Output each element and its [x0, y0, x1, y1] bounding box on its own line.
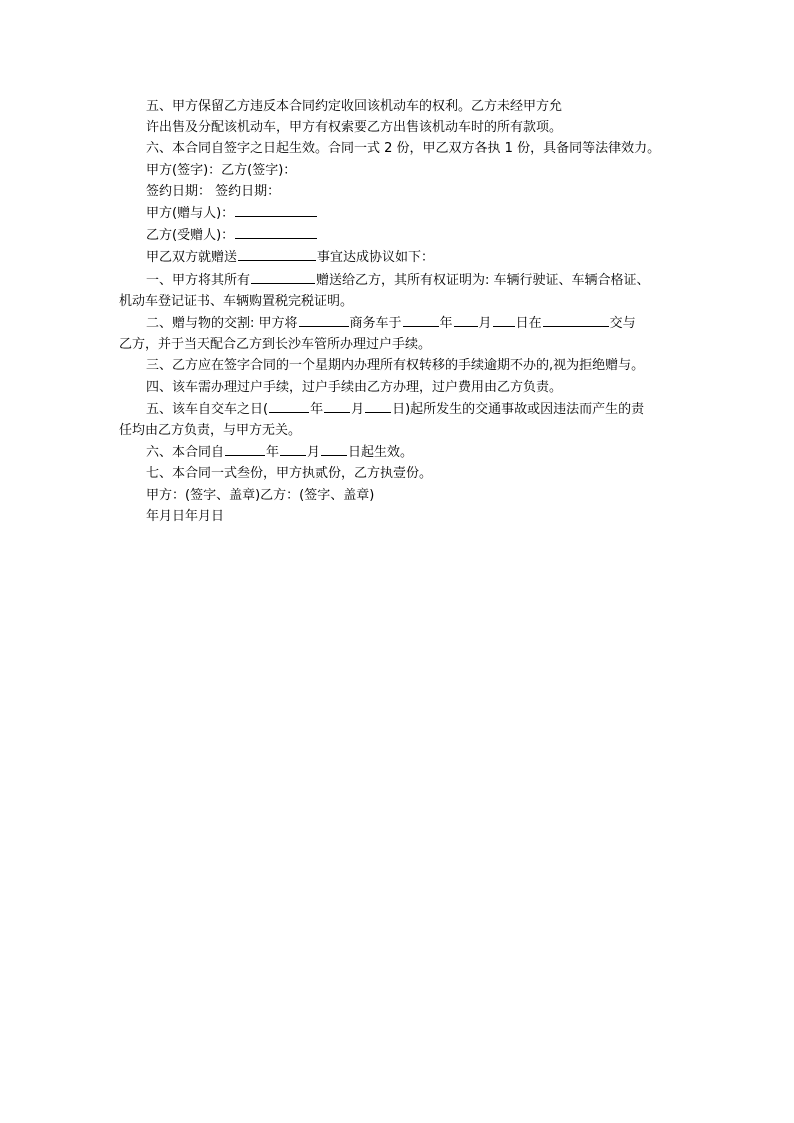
text: 月: [351, 401, 365, 417]
month-blank[interactable]: [454, 312, 478, 327]
text: 甲方：(签字、盖章)乙方：(签字、盖章): [146, 487, 375, 503]
text: 甲方(签字)：乙方(签字)：: [146, 162, 297, 178]
text: 许出售及分配该机动车，甲方有权索要乙方出售该机动车时的所有款项。: [146, 120, 563, 136]
text: 赠送给乙方，其所有权证明为: 车辆行驶证、车辆合格证、: [316, 272, 650, 288]
signature-line: [119, 160, 679, 181]
text: 五、甲方保留乙方违反本合同约定收回该机动车的权利。乙方未经甲方允: [146, 99, 563, 114]
text: 年: [266, 445, 280, 461]
text: 商务车于: [349, 316, 402, 332]
text: 任均由乙方负责，与甲方无关。: [119, 423, 302, 439]
text: 日起生效。: [348, 445, 414, 461]
vehicle-blank[interactable]: [299, 312, 349, 327]
text: 乙方，并于当天配合乙方到长沙车管所办理过户手续。: [119, 337, 432, 353]
clause-4-line: [119, 377, 679, 398]
clause-5-liability-line-2: [119, 420, 679, 441]
handover-day-blank[interactable]: [365, 398, 391, 413]
text: 日在: [515, 316, 542, 332]
text: 五、该车自交车之日(: [146, 401, 269, 417]
text: 二、赠与物的交割: 甲方将: [146, 316, 298, 332]
clause-6-effect-line: [119, 138, 679, 159]
sign-date-line: [119, 181, 679, 202]
handover-year-blank[interactable]: [269, 398, 309, 413]
clause-5-recall-line-2: [119, 117, 679, 138]
handover-month-blank[interactable]: [324, 398, 350, 413]
text: 七、本合同一式叁份，甲方执贰份，乙方执壹份。: [146, 466, 433, 482]
text: 交与: [609, 316, 636, 332]
clause-6-date-line: [119, 441, 679, 463]
document-body: [119, 96, 679, 527]
day-blank[interactable]: [493, 312, 515, 327]
donee-line: [119, 224, 679, 246]
donor-blank[interactable]: [235, 202, 317, 217]
clause-7-line: [119, 463, 679, 484]
final-signature-line: [119, 485, 679, 506]
text: 六、本合同自: [146, 445, 225, 461]
text: 一、甲方将其所有: [146, 272, 251, 288]
clause-2-line-1: [119, 312, 679, 334]
clause-1-line-2: [119, 291, 679, 312]
text: 甲方(赠与人)：: [146, 206, 235, 222]
agreement-intro-line: [119, 246, 679, 268]
effective-day-blank[interactable]: [321, 441, 347, 456]
text: 甲乙双方就赠送: [146, 250, 238, 266]
clause-5-liability-line-1: [119, 398, 679, 420]
text: 六、本合同自签字之日起生效。合同一式 2 份，甲乙双方各执 1 份，具备同等法律效力。: [146, 141, 661, 157]
text: 乙方(受赠人)：: [146, 228, 235, 244]
text: 四、该车需办理过户手续，过户手续由乙方办理，过户费用由乙方负责。: [146, 379, 563, 395]
donee-blank[interactable]: [235, 224, 317, 239]
text: 签约日期： 签约日期：: [146, 183, 281, 199]
effective-month-blank[interactable]: [280, 441, 306, 456]
clause-2-line-2: [119, 334, 679, 355]
owned-item-blank[interactable]: [251, 269, 315, 284]
clause-3-line: [119, 355, 679, 376]
final-date-line: [119, 506, 679, 527]
text: 年: [310, 401, 324, 417]
text: 年: [439, 316, 453, 332]
text: 机动车登记证书、车辆购置税完税证明。: [119, 293, 354, 309]
effective-year-blank[interactable]: [225, 441, 265, 456]
location-blank[interactable]: [543, 312, 609, 327]
text: 三、乙方应在签字合同的一个星期内办理所有权转移的手续逾期不办的,视为拒绝赠与。: [146, 358, 645, 374]
text: 日)起所发生的交通事故或因违法而产生的责: [392, 401, 645, 417]
text: 月: [307, 445, 321, 461]
text: 年月日年月日: [146, 508, 225, 524]
text: 月: [478, 316, 492, 332]
year-blank[interactable]: [403, 312, 439, 327]
text: 事宜达成协议如下：: [317, 250, 435, 266]
clause-5-recall-line-1: [119, 96, 679, 117]
donor-line: [119, 202, 679, 224]
clause-1-line-1: [119, 269, 679, 291]
gift-item-blank[interactable]: [238, 246, 316, 261]
